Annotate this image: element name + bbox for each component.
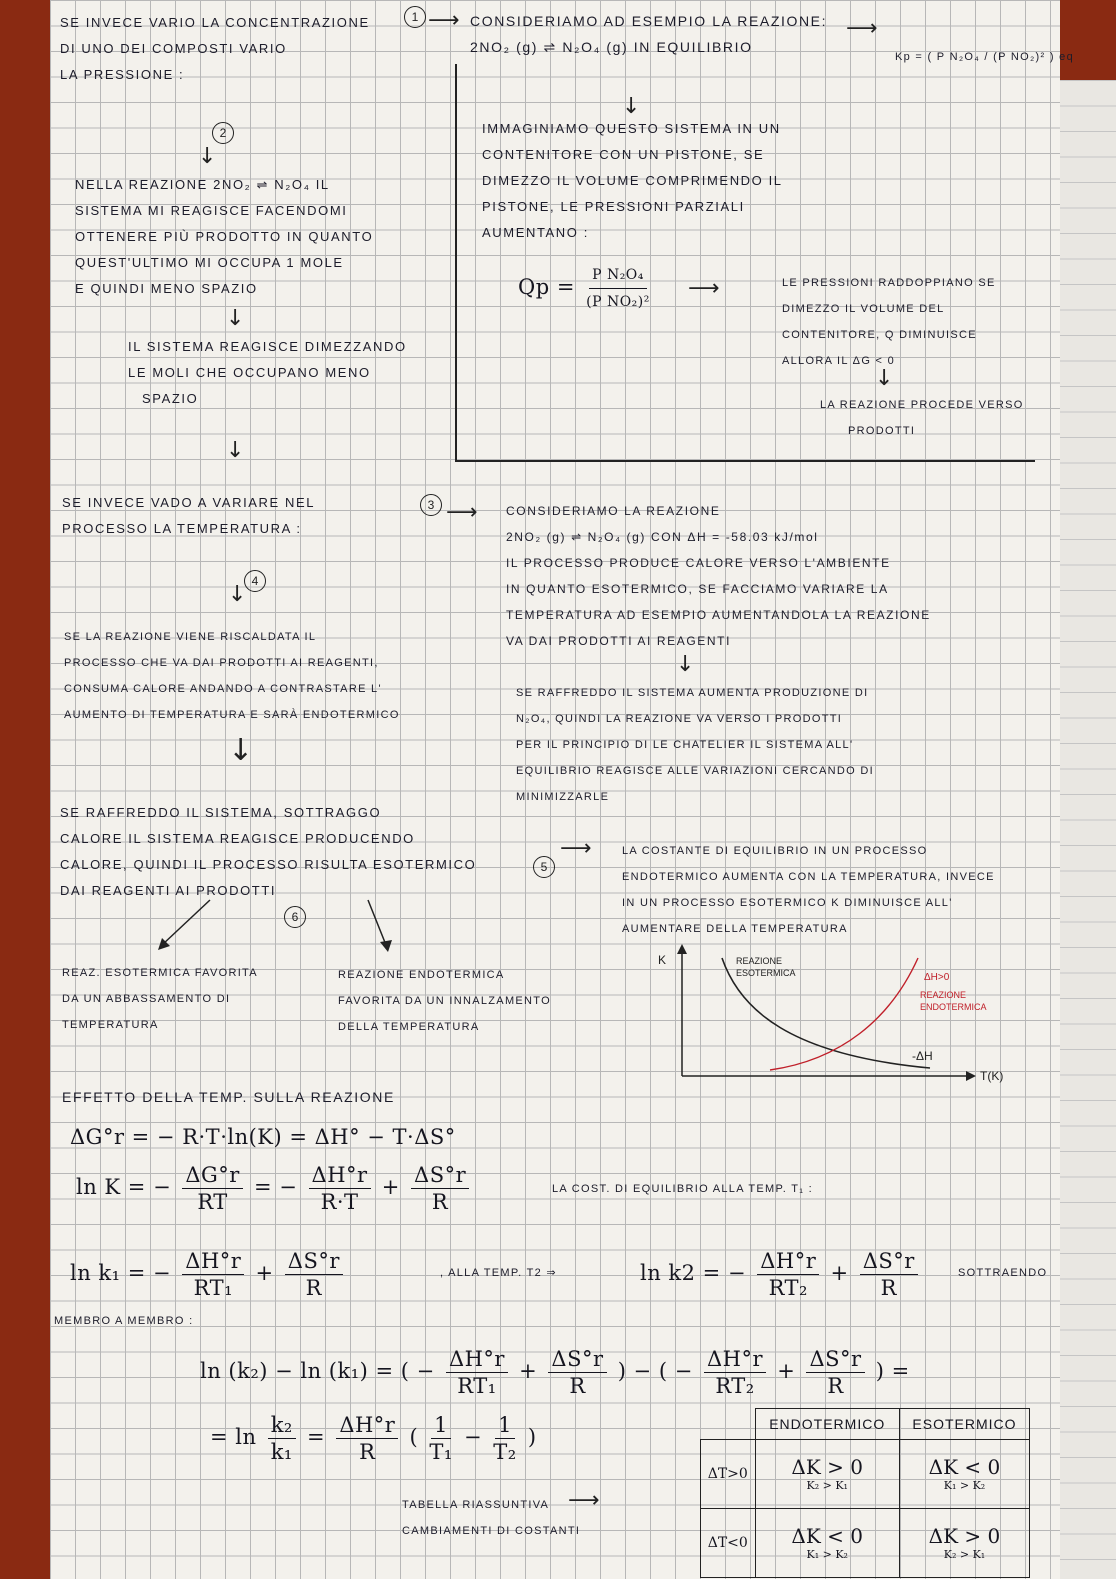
s2-left: SE INVECE VADO A VARIARE NEL PROCESSO LA TEMPERATURA : bbox=[62, 495, 316, 536]
branch-arrows bbox=[150, 890, 410, 960]
arrow-to-qp-note: ⟶ bbox=[688, 276, 720, 301]
arrow-down-s2-mid: ↓ bbox=[228, 733, 254, 768]
equation-3: ln k₁ = − $\frac{\Delta H^\circ r}{\text{RT₁}}$ + $\frac{\Delta S^\circ r}{R}$ bbox=[70, 1248, 347, 1301]
s1-low: IL SISTEMA REAGISCE DIMEZZANDO LE MOLI CHE OCCUPANO MENO SPAZIO bbox=[128, 339, 407, 406]
equation-5: = ln $\frac{\text{k₂}}{\text{k₁}}$ = $\frac{\Delta H^\circ r}{R}$ ( $\frac{1}{\text{T₁}}$ − $\frac{1}{\text{T₂}}$ ) bbox=[210, 1413, 537, 1464]
arrow-down-s2-left: ↓ bbox=[228, 582, 247, 607]
section-title: EFFETTO DELLA TEMP. SULLA REAZIONE bbox=[62, 1089, 395, 1105]
exo-label-2: ESOTERMICA bbox=[736, 968, 796, 978]
qp-note: LE PRESSIONI RADDOPPIANO SE DIMEZZO IL VOLUME DEL CONTENITORE, Q DIMINUISCE ALLORA IL ΔG < 0 bbox=[782, 277, 996, 367]
equation-2: ln K = − $\frac{\Delta G^\circ r}{RT}$ = − $\frac{\Delta H^\circ r}{R\cdot T}$ + $\frac{\Delta S^\circ r}{R}$ bbox=[76, 1162, 473, 1215]
step-2-marker: 2 bbox=[212, 122, 234, 144]
equation-2-note: LA COST. DI EQUILIBRIO ALLA TEMP. T₁ : bbox=[552, 1183, 813, 1195]
step-6-marker: 6 bbox=[284, 906, 306, 928]
table-note: TABELLA RIASSUNTIVA CAMBIAMENTI DI COSTANTI bbox=[402, 1499, 581, 1537]
arrow-down-s1-low: ↓ bbox=[226, 438, 245, 463]
s2-constant: LA COSTANTE DI EQUILIBRIO IN UN PROCESSO ENDOTERMICO AUMENTA CON LA TEMPERATURA, INVECE IN UN PROCESSO ESOTERMICO K DIMINUISCE ALL' AUMENTARE DELLA TEMPERATURA bbox=[622, 845, 995, 935]
equation-3-mid: , ALLA TEMP. T2 ⇒ bbox=[440, 1267, 557, 1279]
table-row bbox=[701, 1508, 1030, 1577]
step-5-marker: 5 bbox=[533, 856, 555, 878]
s2-mid-left: SE LA REAZIONE VIENE RISCALDATA IL PROCESSO CHE VA DAI PRODOTTI AI REAGENTI, CONSUMA CALORE ANDANDO A CONTRASTARE L' AUMENTO DI TEMPERATURA E SARÀ ENDOTERMICO bbox=[64, 631, 400, 721]
table-header-row bbox=[701, 1409, 1030, 1440]
table-header-exo: ESOTERMICO bbox=[899, 1409, 1029, 1440]
endo-label-1: REAZIONE bbox=[920, 990, 967, 1000]
exo-label-1: REAZIONE bbox=[736, 956, 783, 966]
s2-right: CONSIDERIAMO LA REAZIONE 2NO₂ (g) ⇌ N₂O₄ (g) CON ΔH = -58.03 kJ/mol IL PROCESSO PRODUCE CALORE VERSO L'AMBIENTE IN QUANTO ESOTERMICO, SE FACCIAMO VARIARE LA TEMPERATURA AD ESEMPIO AUMENTANDOLA LA REAZIONE VA DAI PRODOTTI AI REAGENTI bbox=[506, 504, 931, 648]
arrow-right-1: ⟶ bbox=[428, 8, 460, 33]
equation-3-note2: MEMBRO A MEMBRO : bbox=[54, 1315, 194, 1327]
s1-right-top: CONSIDERIAMO AD ESEMPIO LA REAZIONE: 2NO₂ (g) ⇌ N₂O₄ (g) IN EQUILIBRIO bbox=[470, 13, 828, 55]
equation-4: ln (k₂) − ln (k₁) = ( − $\frac{\Delta H^\circ r}{\text{RT₁}}$ + $\frac{\Delta S^\circ r}{R}$ ) − ( − $\frac{\Delta H^\circ r}{\text{RT₂}}$ + $\frac{\Delta S^\circ r}{R}$ ) = bbox=[200, 1347, 910, 1398]
step-1-marker: 1 bbox=[404, 6, 426, 28]
arrow-down-s1-right: ↓ bbox=[622, 94, 641, 119]
s1-left: SE INVECE VARIO LA CONCENTRAZIONE DI UNO DEI COMPOSTI VARIO LA PRESSIONE : bbox=[60, 15, 370, 82]
equation-3-note: SOTTRAENDO bbox=[958, 1267, 1048, 1279]
table-row bbox=[701, 1439, 1030, 1508]
arrow-right-s2: ⟶ bbox=[446, 500, 478, 525]
k-vs-t-graph bbox=[650, 940, 1030, 1090]
endo-label-2: ENDOTERMICA bbox=[920, 1002, 987, 1012]
qp-expression: Qp = $\frac{\text{P N₂O₄}}{\text{(P NO₂)²}}$ bbox=[518, 262, 654, 315]
graph-xlabel: T(K) bbox=[980, 1069, 1004, 1083]
equation-1: ΔG°r = − R·T·ln(K) = ΔH° − T·ΔS° bbox=[70, 1125, 456, 1149]
endo-top-label: ΔH>0 bbox=[924, 972, 950, 983]
step-4-marker: 4 bbox=[244, 570, 266, 592]
arrow-down-qp: ↓ bbox=[875, 366, 894, 391]
s2-mid-right: SE RAFFREDDO IL SISTEMA AUMENTA PRODUZIONE DI N₂O₄, QUINDI LA REAZIONE VA VERSO I PRODOTTI PER IL PRINCIPIO DI LE CHATELIER IL SISTEMA ALL' EQUILIBRIO REAGISCE ALLE VARIAZIONI CERCANDO DI MINIMIZZARLE bbox=[516, 687, 874, 803]
equation-3-rhs: ln k2 = − $\frac{\Delta H^\circ r}{\text{RT₂}}$ + $\frac{\Delta S^\circ r}{R}$ bbox=[640, 1248, 922, 1301]
step-3-marker: 3 bbox=[420, 494, 442, 516]
table-corner bbox=[701, 1409, 756, 1440]
graph-ylabel: K bbox=[658, 953, 667, 967]
cell-exo: ΔK > 0 K₂ > K₁ bbox=[899, 1508, 1029, 1577]
box-divider-vertical bbox=[455, 64, 457, 460]
arrow-down-s2-right: ↓ bbox=[676, 652, 695, 677]
next-page-edge bbox=[1060, 80, 1116, 1579]
arrow-to-constant: ⟶ bbox=[560, 836, 592, 861]
arrow-down-s1-mid: ↓ bbox=[226, 306, 245, 331]
arrow-to-kp: ⟶ bbox=[846, 16, 878, 41]
kp-expression: Kp = ( P N₂O₄ / (P NO₂)² ) eq bbox=[895, 51, 1074, 63]
table-header-endo: ENDOTERMICO bbox=[755, 1409, 899, 1440]
cell-exo: ΔK < 0 K₁ > K₂ bbox=[899, 1439, 1029, 1508]
arrow-down-s1-left: ↓ bbox=[198, 144, 217, 169]
exo-note: REAZ. ESOTERMICA FAVORITA DA UN ABBASSAMENTO DI TEMPERATURA bbox=[62, 967, 258, 1031]
qp-end: LA REAZIONE PROCEDE VERSO PRODOTTI bbox=[820, 399, 1024, 437]
endo-note: REAZIONE ENDOTERMICA FAVORITA DA UN INNALZAMENTO DELLA TEMPERATURA bbox=[338, 969, 551, 1033]
cell-endo: ΔK > 0 K₂ > K₁ bbox=[755, 1439, 899, 1508]
row-label: ΔT<0 bbox=[701, 1508, 756, 1577]
row-label: ΔT>0 bbox=[701, 1439, 756, 1508]
summary-table bbox=[700, 1408, 1030, 1578]
s2-cool: SE RAFFREDDO IL SISTEMA, SOTTRAGGO CALORE IL SISTEMA REAGISCE PRODUCENDO CALORE, QUINDI IL PROCESSO RISULTA ESOTERMICO DAI REAGENTI AI PRODOTTI bbox=[60, 805, 477, 898]
exo-dh-label: -ΔH bbox=[912, 1049, 933, 1063]
s1-mid: NELLA REAZIONE 2NO₂ ⇌ N₂O₄ IL SISTEMA MI REAGISCE FACENDOMI OTTENERE PIÙ PRODOTTO IN QUANTO QUEST'ULTIMO MI OCCUPA 1 MOLE E QUINDI MENO SPAZIO bbox=[75, 177, 374, 296]
s1-right-mid: IMMAGINIAMO QUESTO SISTEMA IN UN CONTENITORE CON UN PISTONE, SE DIMEZZO IL VOLUME COMPRIMENDO IL PISTONE, LE PRESSIONI PARZIALI AUMENTANO : bbox=[482, 121, 783, 240]
box-divider-horizontal bbox=[455, 460, 1035, 462]
arrow-to-table: ⟶ bbox=[568, 1488, 600, 1513]
cell-endo: ΔK < 0 K₁ > K₂ bbox=[755, 1508, 899, 1577]
